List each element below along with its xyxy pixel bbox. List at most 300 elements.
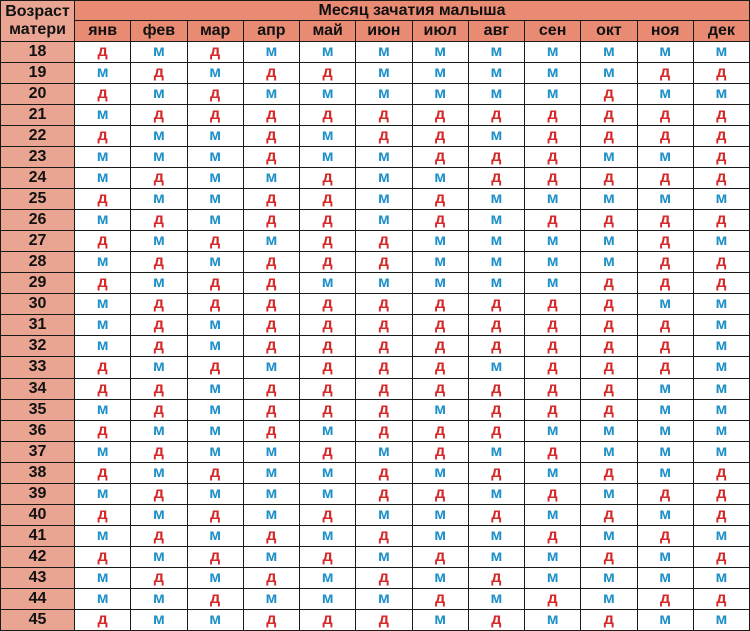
boy-cell: м (525, 63, 581, 84)
girl-cell: д (75, 609, 131, 630)
boy-cell: м (75, 315, 131, 336)
girl-cell: д (300, 336, 356, 357)
girl-cell: д (356, 483, 412, 504)
boy-cell: м (243, 231, 299, 252)
boy-cell: м (75, 567, 131, 588)
girl-cell: д (187, 357, 243, 378)
boy-cell: м (131, 42, 187, 63)
boy-cell: м (637, 462, 693, 483)
boy-cell: м (525, 462, 581, 483)
mother-age-cell: 34 (1, 378, 75, 399)
boy-cell: м (581, 252, 637, 273)
mother-age-cell: 43 (1, 567, 75, 588)
girl-cell: д (525, 210, 581, 231)
boy-cell: м (300, 420, 356, 441)
girl-cell: д (131, 567, 187, 588)
boy-cell: м (637, 420, 693, 441)
girl-cell: д (525, 294, 581, 315)
girl-cell: д (131, 399, 187, 420)
girl-cell: д (468, 399, 524, 420)
boy-cell: м (693, 84, 749, 105)
table-row (1, 336, 750, 357)
girl-cell: д (412, 588, 468, 609)
boy-cell: м (243, 483, 299, 504)
boy-cell: м (300, 462, 356, 483)
girl-cell: д (637, 168, 693, 189)
girl-cell: д (468, 378, 524, 399)
boy-cell: м (693, 609, 749, 630)
girl-cell: д (300, 105, 356, 126)
table-row (1, 315, 750, 336)
girl-cell: д (75, 126, 131, 147)
boy-cell: м (131, 609, 187, 630)
girl-cell: д (637, 336, 693, 357)
boy-cell: м (187, 168, 243, 189)
age-column-header: Возраст матери (1, 1, 75, 42)
boy-cell: м (693, 567, 749, 588)
boy-cell: м (468, 63, 524, 84)
table-row (1, 147, 750, 168)
boy-cell: м (75, 399, 131, 420)
boy-cell: м (300, 273, 356, 294)
girl-cell: д (243, 273, 299, 294)
boy-cell: м (187, 420, 243, 441)
girl-cell: д (131, 252, 187, 273)
girl-cell: д (525, 378, 581, 399)
girl-cell: д (412, 147, 468, 168)
boy-cell: м (412, 567, 468, 588)
girl-cell: д (693, 252, 749, 273)
girl-cell: д (693, 147, 749, 168)
girl-cell: д (187, 294, 243, 315)
boy-cell: м (581, 588, 637, 609)
table-row (1, 189, 750, 210)
girl-cell: д (356, 126, 412, 147)
girl-cell: д (356, 567, 412, 588)
girl-cell: д (356, 357, 412, 378)
girl-cell: д (693, 483, 749, 504)
boy-cell: м (693, 336, 749, 357)
table-row (1, 399, 750, 420)
girl-cell: д (131, 294, 187, 315)
girl-cell: д (525, 588, 581, 609)
girl-cell: д (468, 168, 524, 189)
table-row (1, 63, 750, 84)
girl-cell: д (243, 525, 299, 546)
boy-cell: м (693, 441, 749, 462)
boy-cell: м (356, 588, 412, 609)
boy-cell: м (243, 42, 299, 63)
girl-cell: д (187, 105, 243, 126)
boy-cell: м (75, 483, 131, 504)
boy-cell: м (356, 441, 412, 462)
girl-cell: д (637, 525, 693, 546)
girl-cell: д (412, 546, 468, 567)
girl-cell: д (243, 126, 299, 147)
mother-age-cell: 26 (1, 210, 75, 231)
mother-age-cell: 37 (1, 441, 75, 462)
girl-cell: д (131, 105, 187, 126)
girl-cell: д (300, 189, 356, 210)
boy-cell: м (300, 588, 356, 609)
boy-cell: м (525, 609, 581, 630)
boy-cell: м (187, 189, 243, 210)
girl-cell: д (75, 231, 131, 252)
boy-cell: м (581, 147, 637, 168)
table-row (1, 231, 750, 252)
boy-cell: м (75, 168, 131, 189)
girl-cell: д (187, 588, 243, 609)
girl-cell: д (637, 252, 693, 273)
boy-cell: м (243, 546, 299, 567)
girl-cell: д (693, 105, 749, 126)
boy-cell: м (412, 462, 468, 483)
boy-cell: м (300, 567, 356, 588)
boy-cell: м (131, 546, 187, 567)
girl-cell: д (693, 168, 749, 189)
boy-cell: м (637, 42, 693, 63)
boy-cell: м (243, 84, 299, 105)
boy-cell: м (75, 252, 131, 273)
mother-age-cell: 28 (1, 252, 75, 273)
girl-cell: д (300, 378, 356, 399)
boy-cell: м (412, 63, 468, 84)
girl-cell: д (131, 315, 187, 336)
boy-cell: м (637, 609, 693, 630)
boy-cell: м (637, 504, 693, 525)
mother-age-cell: 31 (1, 315, 75, 336)
table-row (1, 84, 750, 105)
girl-cell: д (412, 126, 468, 147)
girl-cell: д (581, 546, 637, 567)
girl-cell: д (637, 483, 693, 504)
boy-cell: м (412, 273, 468, 294)
girl-cell: д (693, 504, 749, 525)
girl-cell: д (131, 525, 187, 546)
girl-cell: д (356, 609, 412, 630)
table-row (1, 441, 750, 462)
boy-cell: м (412, 168, 468, 189)
boy-cell: м (525, 84, 581, 105)
table-row (1, 273, 750, 294)
girl-cell: д (525, 441, 581, 462)
girl-cell: д (581, 105, 637, 126)
boy-cell: м (187, 63, 243, 84)
boy-cell: м (131, 126, 187, 147)
girl-cell: д (525, 147, 581, 168)
boy-cell: м (581, 63, 637, 84)
girl-cell: д (300, 63, 356, 84)
boy-cell: м (131, 231, 187, 252)
boy-cell: м (300, 525, 356, 546)
girl-cell: д (468, 420, 524, 441)
boy-cell: м (75, 105, 131, 126)
boy-cell: м (356, 546, 412, 567)
table-row (1, 483, 750, 504)
boy-cell: м (581, 420, 637, 441)
girl-cell: д (300, 504, 356, 525)
girl-cell: д (637, 315, 693, 336)
girl-cell: д (300, 168, 356, 189)
girl-cell: д (131, 441, 187, 462)
girl-cell: д (243, 210, 299, 231)
girl-cell: д (581, 462, 637, 483)
boy-cell: м (525, 273, 581, 294)
boy-cell: м (525, 42, 581, 63)
boy-cell: м (187, 399, 243, 420)
boy-cell: м (412, 84, 468, 105)
boy-cell: м (131, 357, 187, 378)
girl-cell: д (468, 567, 524, 588)
boy-cell: м (131, 504, 187, 525)
mother-age-cell: 44 (1, 588, 75, 609)
boy-cell: м (300, 126, 356, 147)
mother-age-cell: 32 (1, 336, 75, 357)
boy-cell: м (243, 168, 299, 189)
girl-cell: д (75, 84, 131, 105)
boy-cell: м (637, 441, 693, 462)
table-row (1, 210, 750, 231)
girl-cell: д (243, 105, 299, 126)
boy-cell: м (412, 42, 468, 63)
table-title: Месяц зачатия малыша (75, 1, 750, 21)
mother-age-cell: 24 (1, 168, 75, 189)
boy-cell: м (468, 210, 524, 231)
girl-cell: д (356, 252, 412, 273)
girl-cell: д (187, 42, 243, 63)
girl-cell: д (468, 147, 524, 168)
girl-cell: д (693, 210, 749, 231)
boy-cell: м (525, 546, 581, 567)
girl-cell: д (300, 252, 356, 273)
boy-cell: м (356, 147, 412, 168)
boy-cell: м (356, 168, 412, 189)
boy-cell: м (637, 294, 693, 315)
girl-cell: д (75, 546, 131, 567)
girl-cell: д (525, 315, 581, 336)
girl-cell: д (693, 273, 749, 294)
boy-cell: м (581, 525, 637, 546)
boy-cell: м (693, 378, 749, 399)
girl-cell: д (581, 609, 637, 630)
boy-cell: м (637, 546, 693, 567)
mother-age-cell: 20 (1, 84, 75, 105)
header-row-months (1, 21, 750, 42)
boy-cell: м (468, 273, 524, 294)
boy-cell: м (75, 525, 131, 546)
girl-cell: д (525, 336, 581, 357)
boy-cell: м (131, 147, 187, 168)
boy-cell: м (468, 525, 524, 546)
boy-cell: м (412, 399, 468, 420)
girl-cell: д (581, 315, 637, 336)
girl-cell: д (581, 84, 637, 105)
boy-cell: м (581, 483, 637, 504)
boy-cell: м (187, 378, 243, 399)
girl-cell: д (75, 504, 131, 525)
girl-cell: д (75, 378, 131, 399)
table-row (1, 168, 750, 189)
girl-cell: д (468, 609, 524, 630)
month-header: окт (581, 21, 637, 42)
boy-cell: м (693, 189, 749, 210)
girl-cell: д (581, 504, 637, 525)
girl-cell: д (468, 504, 524, 525)
month-header: апр (243, 21, 299, 42)
mother-age-cell: 27 (1, 231, 75, 252)
girl-cell: д (468, 105, 524, 126)
boy-cell: м (131, 462, 187, 483)
girl-cell: д (525, 525, 581, 546)
boy-cell: м (300, 42, 356, 63)
boy-cell: м (356, 504, 412, 525)
boy-cell: м (243, 504, 299, 525)
girl-cell: д (693, 546, 749, 567)
girl-cell: д (693, 63, 749, 84)
boy-cell: м (300, 84, 356, 105)
boy-cell: м (525, 567, 581, 588)
girl-cell: д (412, 378, 468, 399)
boy-cell: м (243, 441, 299, 462)
girl-cell: д (581, 294, 637, 315)
girl-cell: д (300, 609, 356, 630)
table-row (1, 252, 750, 273)
girl-cell: д (75, 420, 131, 441)
girl-cell: д (693, 126, 749, 147)
boy-cell: м (412, 525, 468, 546)
girl-cell: д (581, 357, 637, 378)
girl-cell: д (525, 168, 581, 189)
girl-cell: д (187, 273, 243, 294)
boy-cell: м (75, 147, 131, 168)
girl-cell: д (300, 399, 356, 420)
mother-age-cell: 22 (1, 126, 75, 147)
boy-cell: м (356, 273, 412, 294)
header-row-title (1, 1, 750, 21)
boy-cell: м (525, 252, 581, 273)
table-row (1, 357, 750, 378)
boy-cell: м (187, 609, 243, 630)
mother-age-cell: 18 (1, 42, 75, 63)
girl-cell: д (581, 399, 637, 420)
boy-cell: м (412, 252, 468, 273)
boy-cell: м (131, 189, 187, 210)
boy-cell: м (412, 504, 468, 525)
boy-cell: м (693, 399, 749, 420)
girl-cell: д (581, 210, 637, 231)
mother-age-cell: 25 (1, 189, 75, 210)
month-header: фев (131, 21, 187, 42)
boy-cell: м (75, 294, 131, 315)
girl-cell: д (412, 105, 468, 126)
boy-cell: м (243, 357, 299, 378)
girl-cell: д (243, 336, 299, 357)
mother-age-cell: 38 (1, 462, 75, 483)
mother-age-cell: 19 (1, 63, 75, 84)
girl-cell: д (243, 63, 299, 84)
table-row (1, 42, 750, 63)
boy-cell: м (693, 42, 749, 63)
girl-cell: д (300, 357, 356, 378)
boy-cell: м (356, 63, 412, 84)
mother-age-cell: 39 (1, 483, 75, 504)
boy-cell: м (637, 399, 693, 420)
girl-cell: д (187, 84, 243, 105)
girl-cell: д (637, 210, 693, 231)
girl-cell: д (131, 168, 187, 189)
boy-cell: м (637, 189, 693, 210)
girl-cell: д (356, 462, 412, 483)
boy-cell: м (75, 588, 131, 609)
boy-cell: м (356, 189, 412, 210)
boy-cell: м (75, 336, 131, 357)
girl-cell: д (468, 462, 524, 483)
boy-cell: м (412, 231, 468, 252)
boy-cell: м (300, 483, 356, 504)
boy-cell: м (581, 567, 637, 588)
boy-cell: м (581, 189, 637, 210)
table-row (1, 504, 750, 525)
girl-cell: д (243, 420, 299, 441)
boy-cell: м (243, 588, 299, 609)
girl-cell: д (243, 189, 299, 210)
girl-cell: д (243, 567, 299, 588)
girl-cell: д (693, 588, 749, 609)
boy-cell: м (525, 420, 581, 441)
girl-cell: д (131, 378, 187, 399)
boy-cell: м (187, 525, 243, 546)
girl-cell: д (356, 399, 412, 420)
girl-cell: д (637, 588, 693, 609)
boy-cell: м (75, 63, 131, 84)
girl-cell: д (243, 609, 299, 630)
girl-cell: д (637, 105, 693, 126)
girl-cell: д (356, 105, 412, 126)
girl-cell: д (412, 315, 468, 336)
mother-age-cell: 23 (1, 147, 75, 168)
boy-cell: м (693, 315, 749, 336)
girl-cell: д (300, 315, 356, 336)
girl-cell: д (637, 273, 693, 294)
girl-cell: д (243, 252, 299, 273)
boy-cell: м (187, 336, 243, 357)
boy-cell: м (468, 42, 524, 63)
boy-cell: м (187, 210, 243, 231)
boy-cell: м (468, 189, 524, 210)
boy-cell: м (468, 546, 524, 567)
girl-cell: д (131, 483, 187, 504)
girl-cell: д (412, 483, 468, 504)
month-header: мар (187, 21, 243, 42)
boy-cell: м (525, 231, 581, 252)
girl-cell: д (356, 336, 412, 357)
girl-cell: д (637, 126, 693, 147)
girl-cell: д (131, 210, 187, 231)
boy-cell: м (525, 504, 581, 525)
boy-cell: м (693, 525, 749, 546)
month-header: сен (525, 21, 581, 42)
girl-cell: д (525, 399, 581, 420)
boy-cell: м (468, 126, 524, 147)
table-row (1, 462, 750, 483)
boy-cell: м (300, 147, 356, 168)
boy-cell: м (468, 357, 524, 378)
mother-age-cell: 42 (1, 546, 75, 567)
month-header: авг (468, 21, 524, 42)
girl-cell: д (243, 315, 299, 336)
boy-cell: м (525, 189, 581, 210)
girl-cell: д (581, 336, 637, 357)
